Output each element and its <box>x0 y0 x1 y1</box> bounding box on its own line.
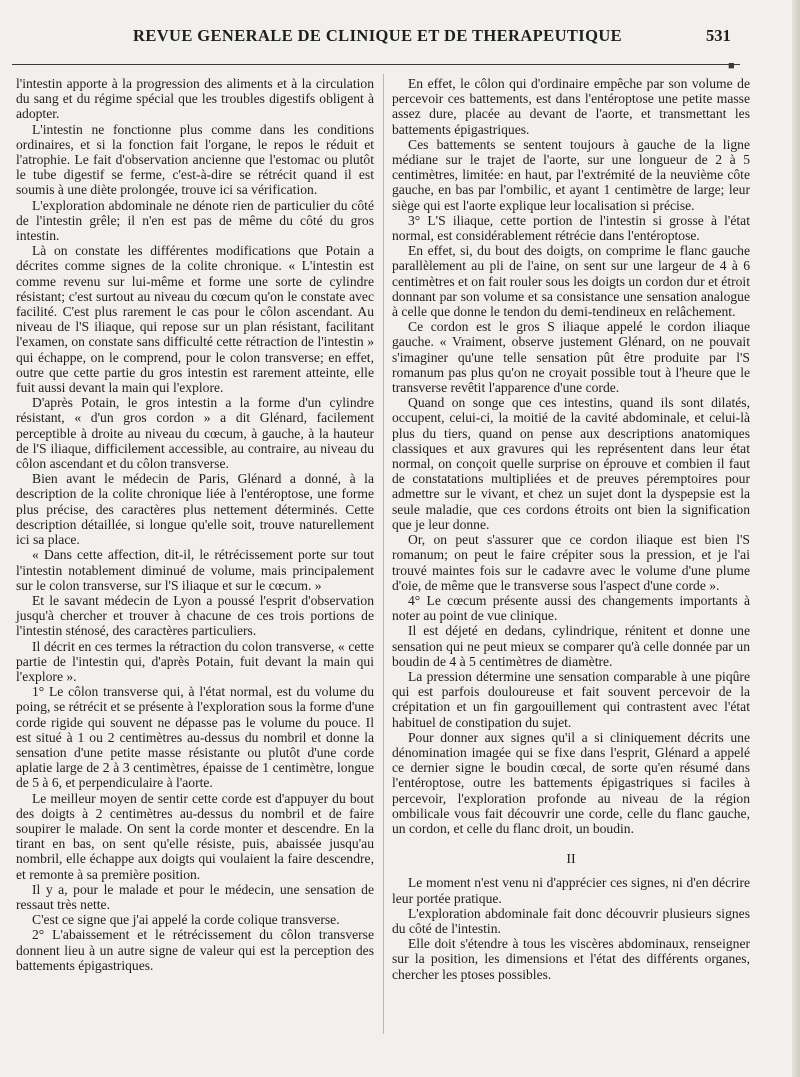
paragraph: La pression détermine une sensation comparable à une piqûre qui est parfois douloureuse et fait souvent percevoir de la crépitation et un fin gargouillement qui contrastent avec l'état habituel de constipation du sujet. <box>392 668 750 730</box>
paragraph: C'est ce signe que j'ai appelé la corde colique transverse. <box>32 912 340 928</box>
paragraph: En effet, le côlon qui d'ordinaire empêche par son volume de percevoir ces battements, est dans l'entéroptose une petite masse assez dure, placée au devant de l'aorte, et transmettant les battements épigastriques. <box>392 76 750 137</box>
paragraph: Le moment n'est venu ni d'apprécier ces signes, ni d'en décrire leur portée pratique. <box>392 875 750 906</box>
paragraph: 3° L'S iliaque, cette portion de l'intestin si grosse à l'état normal, est considérablement rétrécie dans l'entéroptose. <box>392 212 750 244</box>
right-column <box>392 76 750 982</box>
paragraph: l'intestin apporte à la progression des aliments et à la circulation du sang et du régime spécial que les troubles digestifs obligent à adopter. <box>16 76 374 122</box>
page-edge-shadow <box>792 0 800 1077</box>
paragraph: Il y a, pour le malade et pour le médecin, une sensation de ressaut très nette. <box>16 881 374 912</box>
paragraph: Ce cordon est le gros S iliaque appelé le cordon iliaque gauche. « Vraiment, observe justement Glénard, on ne pouvait s'imaginer qu'une telle sensation pût être produite par l'S romanum pas plus qu'on ne croyait possible tout à l'heure que le transverse revêtit l'apparence d'une corde. <box>392 319 750 396</box>
header-rule <box>12 64 740 65</box>
page-header <box>0 26 800 56</box>
paragraph: 1° Le côlon transverse qui, à l'état normal, est du volume du poing, se rétrécit et se présente à l'exploration sous la forme d'une corde rigide qui souvent ne dépasse pas le volume du pouce. Il est situé à 1 ou 2 centimètres au-dessus du nombril et donne la sensation d'une petite masse résistante ou plutôt d'une corde aplatie large de 2 à 3 centimètres, épaisse de 1 centimètre, longue de 5 à 6, et perpendiculaire à l'aorte. <box>16 684 374 791</box>
page-number: 531 <box>706 26 731 45</box>
left-column <box>16 76 374 973</box>
paragraph: D'après Potain, le gros intestin a la forme d'un cylindre résistant, « d'un gros cordon » a dit Glénard, facilement perceptible à droite au niveau du cœcum, à gauche, à la hauteur de l'S iliaque, difficilement accessible, au contraire, au niveau du côlon ascendant et du côlon transverse. <box>16 395 374 472</box>
paragraph: Là on constate les différentes modifications que Potain a décrites comme signes de la colite chronique. « L'intestin est comme revenu sur lui-même et forme une sorte de cylindre résistant; c'est surtout au niveau du cœcum qu'on le constate avec facilité. C'est plus rarement le cas pour le côlon ascendant. Au niveau de l'S iliaque, qui repose sur un plan résistant, facilitant l'examen, on constate sans difficulté cette rétraction de l'intestin » qui échappe, on le comprend, pour le colon transverse; en effet, outre que cette partie du gros intestin est rarement atteinte, elle fuit aussi devant la main qui l'explore. <box>16 243 374 396</box>
paragraph: 4° Le cœcum présente aussi des changements importants à noter au point de vue clinique. <box>392 592 750 624</box>
paragraph: En effet, si, du bout des doigts, on comprime le flanc gauche parallèlement au pli de l'aine, on sent sur une largeur de 4 à 6 centimètres et on fait rouler sous les doigts un cordon dur et étroit donnant par son volume et sa consistance une sensation analogue à celle que donne le tendon du demi-tendineux en relâchement. <box>392 243 750 320</box>
paragraph: Or, on peut s'assurer que ce cordon iliaque est bien l'S romanum; on peut le faire crépiter sous la pression, et je l'ai trouvé maintes fois sur le cadavre avec le volume d'une plume d'oie, de même que le transverse sous l'aspect d'une corde ». <box>392 532 750 593</box>
paragraph: L'exploration abdominale fait donc découvrir plusieurs signes du côté de l'intestin. <box>392 905 750 936</box>
paragraph: « Dans cette affection, dit-il, le rétrécissement porte sur tout l'intestin notablement diminué de volume, mais principalement sur le colon transverse, sur l'S iliaque et sur le cœcum. » <box>16 547 374 593</box>
paragraph: Ces battements se sentent toujours à gauche de la ligne médiane sur le trajet de l'aorte, sur une longueur de 2 à 5 centimètres, limitée: en haut, par l'extrémité de la neuvième côte gauche, en bas par l'ombilic, et ayant 1 centimètre de large; leur siège qui est l'aorte explique leur localisation si précise. <box>392 136 750 213</box>
paragraph: Il décrit en ces termes la rétraction du colon transverse, « cette partie de l'intestin qui, d'après Potain, fuit devant la main qui l'explore ». <box>16 638 374 684</box>
paragraph: L'intestin ne fonctionne plus comme dans les conditions ordinaires, et si la fonction fait l'organe, le repos le réduit et l'atrophie. Le fait d'observation ancienne que l'estomac ou plutôt le tube digestif se ferme, c'est-à-dire se rétrécit quand il est soumis à une diète prolongée, trouve ici sa vérification. <box>16 121 374 198</box>
paragraph: Et le savant médecin de Lyon a poussé l'esprit d'observation jusqu'à chercher et trouver à chacune de ces trois portions de l'intestin sténosé, des caractères particuliers. <box>16 592 374 639</box>
paragraph: Le meilleur moyen de sentir cette corde est d'appuyer du bout des doigts à 2 centimètres au-dessus du nombril et de faire soupirer le malade. On sent la corde monter et descendre. En la tirant en bas, on sent qu'elle résiste, puis, abaissée jusqu'au nombril, elle échappe aux doigts qui voulaient la faire descendre, et remonte à sa première position. <box>16 790 374 882</box>
paragraph: L'exploration abdominale ne dénote rien de particulier du côté de l'intestin grêle; il n'en est pas de même du côté du gros intestin. <box>16 197 374 244</box>
paragraph: Pour donner aux signes qu'il a si cliniquement décrits une dénomination imagée qui se fixe dans l'esprit, Glénard a appelé ce dernier signe le boudin cœcal, de sorte qu'en résumé dans l'entéroptose, outre les battements épigastriques si faciles à percevoir, l'exploration profonde au niveau de la région ombilicale vous fait découvrir une corde, celle du flanc gauche, un cordon, et celle du flanc droit, un boudin. <box>392 729 750 836</box>
paragraph: Il est déjeté en dedans, cylindrique, rénitent et donne une sensation qui ne peut mieux se comparer qu'à celle donnée par un boudin de 4 à 5 centimètres de diamètre. <box>392 623 750 669</box>
paragraph: 2° L'abaissement et le rétrécissement du côlon transverse donnent lieu à un autre signe de valeur qui est la perception des battements épigastriques. <box>16 927 374 973</box>
section-heading: II <box>566 852 576 868</box>
column-gutter <box>383 74 384 1034</box>
paragraph: Bien avant le médecin de Paris, Glénard a donné, à la description de la colite chronique liée à l'entéroptose, une forme plus précise, des caractères plus nettement déterminés. Cette description détaillée, si longue qu'elle soit, trouve naturellement ici sa place. <box>16 471 374 548</box>
rule-end-mark: ■ <box>728 60 735 72</box>
running-title: REVUE GENERALE DE CLINIQUE ET DE THERAPEUTIQUE <box>133 26 623 45</box>
paragraph: Quand on songe que ces intestins, quand ils sont dilatés, occupent, celui-ci, la moitié de la cavité abdominale, et celui-là plus du tiers, quand on pense aux descriptions anatomiques classiques et aux gravures qui les représentent dans leur état normal, on conçoit quelle surprise on éprouve et combien il faut de constatations multipliées et de preuves péremptoires pour admettre sur le vivant, et chez un sujet dont la dyspepsie est la seule maladie, que ces cordons étroits ont bien la signification que je leur donne. <box>392 395 750 532</box>
paragraph: Elle doit s'étendre à tous les viscères abdominaux, renseigner sur la position, les dimensions et l'état des différents organes, chercher les ptoses possibles. <box>392 936 750 982</box>
